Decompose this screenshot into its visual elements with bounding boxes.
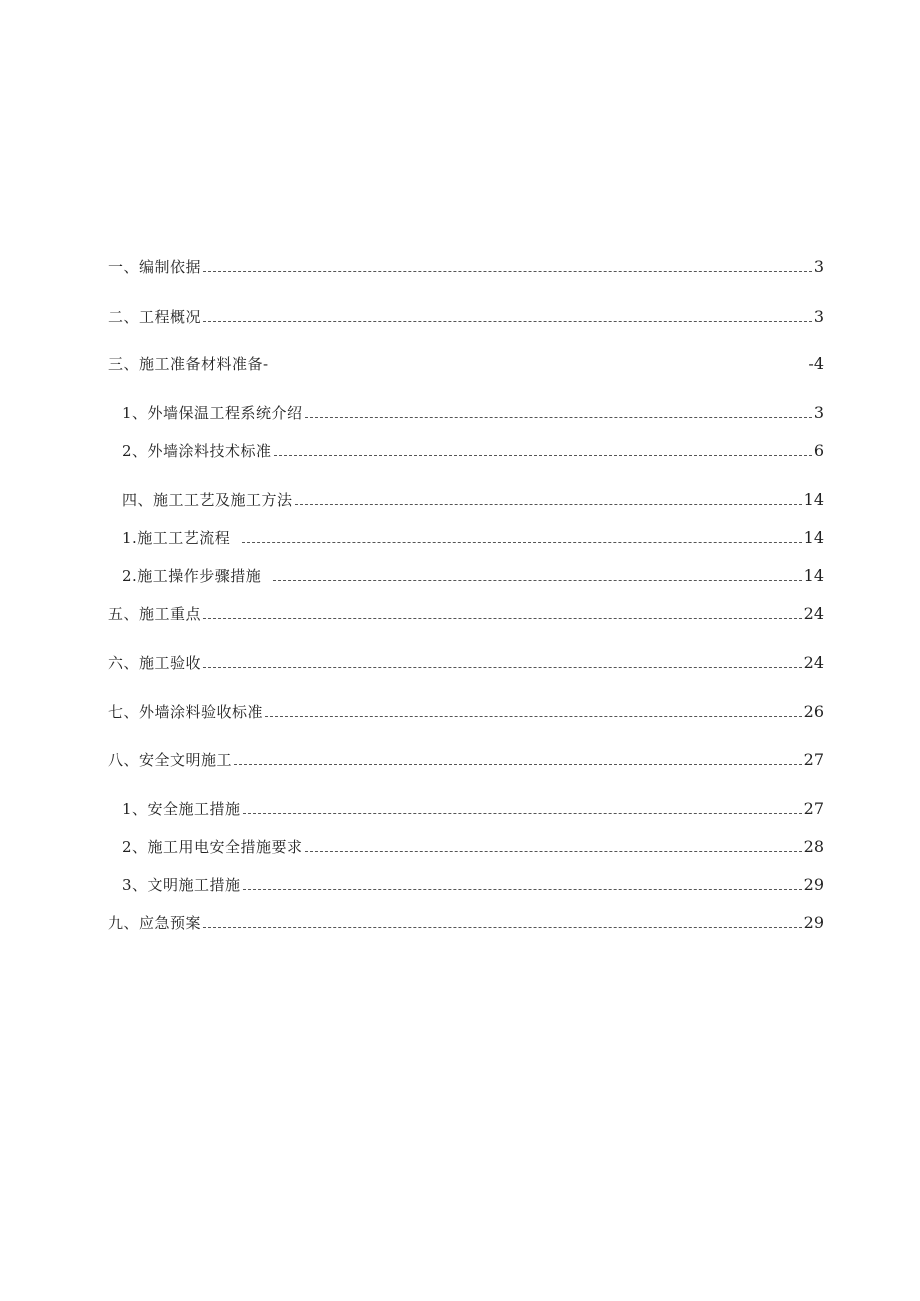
- toc-entry-page: -4: [808, 354, 824, 373]
- toc-entry-page: 3: [813, 403, 824, 422]
- toc-leader-dots: [305, 851, 802, 852]
- toc-entry-page: 29: [803, 913, 824, 932]
- toc-leader-dots: [243, 813, 802, 814]
- toc-entry-label: 四、施工工艺及施工方法: [122, 491, 293, 509]
- toc-entry-label: 2.施工操作步骤措施: [122, 567, 262, 585]
- toc-entry-page: 14: [803, 566, 824, 585]
- toc-leader-dots: [234, 764, 802, 765]
- toc-entry-page: 29: [803, 875, 824, 894]
- toc-leader-dots: [243, 889, 802, 890]
- toc-entry-label: 八、安全文明施工: [108, 751, 233, 769]
- toc-entry-label: 2、外墙涂料技术标准: [122, 442, 272, 460]
- toc-entry[interactable]: [108, 652, 824, 674]
- toc-entry-page: 27: [803, 799, 824, 818]
- toc-entry-page: 6: [813, 441, 824, 460]
- toc-entry-label: 一、编制依据: [108, 258, 202, 276]
- toc-entry-page: 26: [803, 702, 824, 721]
- toc-entry[interactable]: [108, 603, 824, 625]
- toc-entry-page: 3: [813, 307, 824, 326]
- toc-leader-dots: [273, 580, 801, 581]
- toc-entry[interactable]: [122, 836, 824, 858]
- toc-entry[interactable]: [122, 565, 824, 587]
- toc-entry[interactable]: [122, 489, 824, 511]
- toc-entry-page: 27: [803, 750, 824, 769]
- toc-leader-dots: [295, 504, 802, 505]
- toc-entry[interactable]: [122, 440, 824, 462]
- toc-entry-page: 3: [813, 257, 824, 276]
- toc-entry-label: 1、外墙保温工程系统介绍: [122, 404, 303, 422]
- toc-leader-dots: [203, 321, 812, 322]
- toc-entry-page: 24: [803, 604, 824, 623]
- toc-entry-label: 五、施工重点: [108, 605, 202, 623]
- toc-entry-label: 六、施工验收: [108, 654, 202, 672]
- toc-leader-dots: [203, 271, 812, 272]
- toc-leader-dots: [203, 667, 802, 668]
- toc-leader-dots: [274, 455, 812, 456]
- toc-entry-label: 七、外墙涂料验收标准: [108, 703, 264, 721]
- toc-entry-page: 24: [803, 653, 824, 672]
- toc-entry[interactable]: [122, 874, 824, 896]
- toc-entry-label: 三、施工准备材料准备-: [108, 355, 269, 373]
- toc-entry-label: 二、工程概况: [108, 308, 202, 326]
- toc-entry-page: 28: [803, 837, 824, 856]
- toc-leader-dots: [203, 927, 802, 928]
- toc-entry[interactable]: [108, 306, 824, 328]
- toc-leader-dots: [203, 618, 802, 619]
- toc-entry[interactable]: [108, 256, 824, 278]
- toc-leader-dots: [242, 542, 801, 543]
- toc-entry-label: 九、应急预案: [108, 914, 202, 932]
- toc-entry-label: 3、文明施工措施: [122, 876, 241, 894]
- toc-entry-page: 14: [803, 490, 824, 509]
- toc-leader-dots: [305, 417, 812, 418]
- toc-entry[interactable]: [122, 402, 824, 424]
- toc-entry-label: 2、施工用电安全措施要求: [122, 838, 303, 856]
- toc-entry-page: 14: [803, 528, 824, 547]
- toc-entry[interactable]: [122, 527, 824, 549]
- toc-entry-label: 1、安全施工措施: [122, 800, 241, 818]
- toc-leader-dots: [265, 716, 802, 717]
- toc-entry[interactable]: [108, 701, 824, 723]
- toc-entry[interactable]: [108, 749, 824, 771]
- toc-entry[interactable]: [108, 912, 824, 934]
- toc-entry[interactable]: [122, 798, 824, 820]
- toc-entry[interactable]: [108, 353, 824, 375]
- toc-entry-label: 1.施工工艺流程: [122, 529, 231, 547]
